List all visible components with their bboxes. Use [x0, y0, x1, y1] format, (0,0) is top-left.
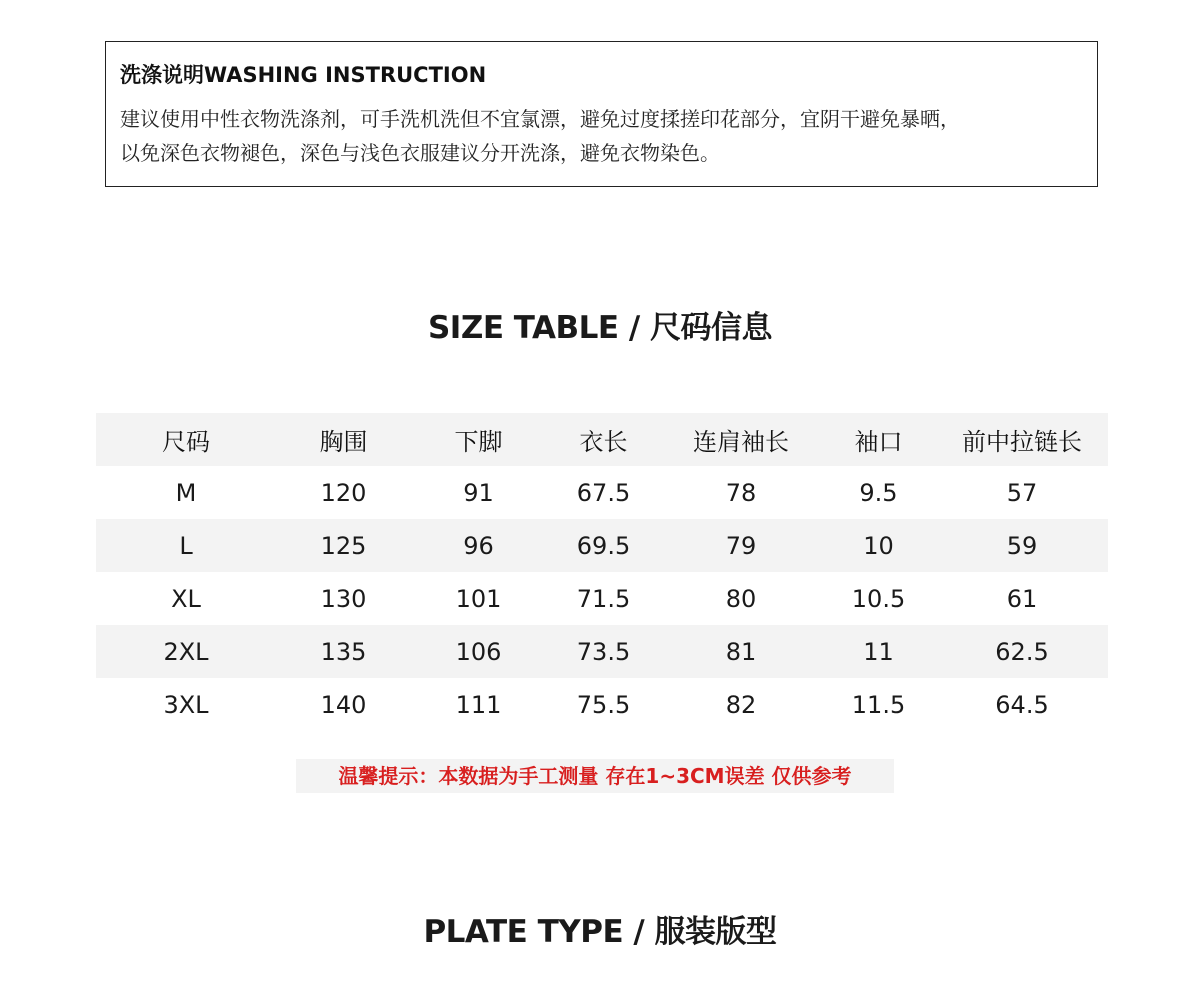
table-cell: 79 [725, 531, 757, 560]
header-zipper-length: 前中拉链长 [962, 428, 1082, 456]
table-cell: 59 [1006, 531, 1038, 560]
table-cell: XL [171, 584, 201, 613]
table-cell: 10 [863, 531, 894, 560]
washing-instruction-box [105, 41, 1098, 187]
table-cell: 82 [725, 690, 757, 719]
table-cell: 106 [455, 637, 502, 666]
table-cell: 91 [463, 478, 494, 507]
table-cell: 11 [863, 637, 894, 666]
table-cell: 81 [725, 637, 757, 666]
table-cell: 2XL [163, 637, 209, 666]
header-size: 尺码 [162, 428, 210, 456]
table-cell: L [179, 531, 193, 560]
table-cell: 9.5 [859, 478, 898, 507]
header-hem: 下脚 [454, 428, 503, 456]
table-cell: 73.5 [576, 637, 631, 666]
table-row [96, 625, 1108, 678]
table-cell: 101 [455, 584, 502, 613]
table-row [96, 572, 1108, 625]
header-cuff: 袖口 [854, 428, 903, 456]
table-cell: 10.5 [851, 584, 906, 613]
table-cell: 125 [320, 531, 367, 560]
table-cell: 80 [725, 584, 757, 613]
table-cell: 69.5 [576, 531, 631, 560]
table-cell: 62.5 [995, 637, 1049, 666]
washing-instruction-line-1: 建议使用中性衣物洗涤剂，可手洗机洗但不宜氯漂，避免过度揉搓印花部分，宜阴干避免暴晒， [120, 107, 960, 131]
washing-instruction-text [120, 102, 1083, 170]
washing-instruction-line-2: 以免深色衣物褪色，深色与浅色衣服建议分开洗涤，避免衣物染色。 [120, 141, 720, 165]
table-cell: 11.5 [851, 690, 906, 719]
table-cell: 130 [320, 584, 367, 613]
table-cell: 120 [320, 478, 367, 507]
table-cell: 71.5 [576, 584, 631, 613]
table-cell: 3XL [163, 690, 209, 719]
table-cell: M [175, 478, 197, 507]
table-cell: 67.5 [576, 478, 631, 507]
header-chest: 胸围 [319, 428, 368, 456]
size-table [96, 413, 1108, 731]
measurement-tip: 温馨提示：本数据为手工测量 存在1~3CM误差 仅供参考 [296, 759, 894, 793]
plate-type-title: PLATE TYPE / 服装版型 [423, 914, 777, 950]
table-cell: 64.5 [995, 690, 1049, 719]
table-cell: 75.5 [576, 690, 631, 719]
table-cell: 96 [463, 531, 494, 560]
table-cell: 57 [1006, 478, 1038, 507]
table-cell: 111 [455, 690, 502, 719]
table-cell: 78 [725, 478, 757, 507]
table-cell: 135 [320, 637, 367, 666]
size-table-header-row [96, 413, 1108, 466]
table-cell: 61 [1006, 584, 1038, 613]
table-cell: 140 [320, 690, 367, 719]
size-table-title: SIZE TABLE / 尺码信息 [427, 310, 772, 346]
table-row [96, 678, 1108, 731]
washing-instruction-title: 洗涤说明WASHING INSTRUCTION [120, 63, 487, 87]
header-sleeve-length: 连肩袖长 [693, 428, 789, 456]
table-row [96, 519, 1108, 572]
header-length: 衣长 [579, 428, 628, 456]
table-row [96, 466, 1108, 519]
